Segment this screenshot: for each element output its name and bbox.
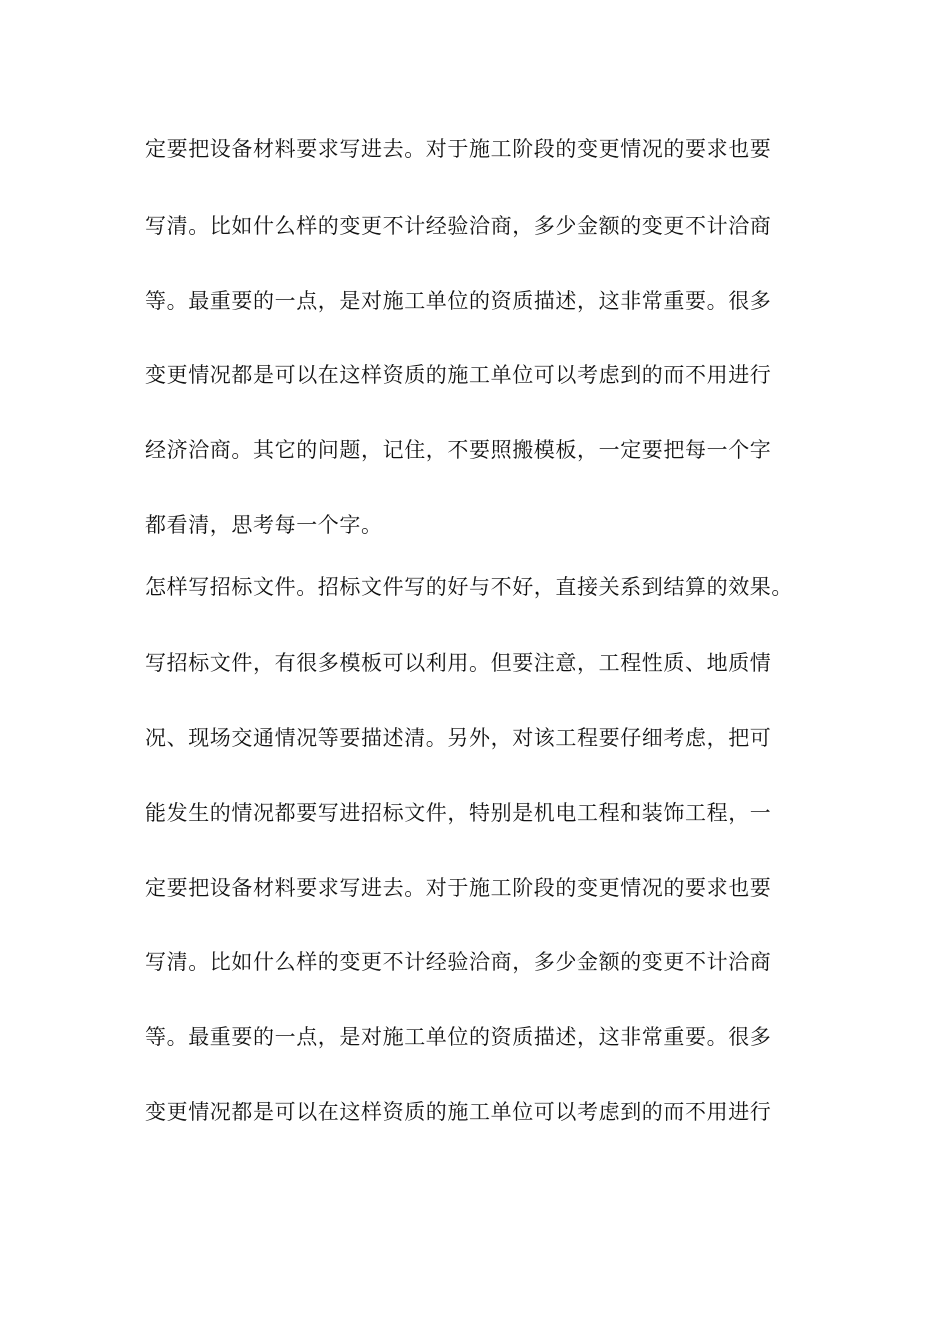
text-line: 都看清，思考每一个字。	[145, 513, 383, 537]
text-line: 况、现场交通情况等要描述清。另外，对该工程要仔细考虑，把可	[145, 726, 772, 750]
text-line: 定要把设备材料要求写进去。对于施工阶段的变更情况的要求也要	[145, 137, 772, 161]
text-line: 等。最重要的一点，是对施工单位的资质描述，这非常重要。很多	[145, 289, 772, 313]
text-line: 写清。比如什么样的变更不计经验洽商，多少金额的变更不计洽商	[145, 214, 772, 238]
text-line: 怎样写招标文件。招标文件写的好与不好，直接关系到结算的效果。	[145, 575, 793, 599]
text-line: 定要把设备材料要求写进去。对于施工阶段的变更情况的要求也要	[145, 876, 772, 900]
text-line: 写招标文件，有很多模板可以利用。但要注意，工程性质、地质情	[145, 651, 772, 675]
text-line: 等。最重要的一点，是对施工单位的资质描述，这非常重要。很多	[145, 1025, 772, 1049]
text-line: 写清。比如什么样的变更不计经验洽商，多少金额的变更不计洽商	[145, 950, 772, 974]
text-line: 变更情况都是可以在这样资质的施工单位可以考虑到的而不用进行	[145, 1100, 772, 1124]
text-line: 变更情况都是可以在这样资质的施工单位可以考虑到的而不用进行	[145, 363, 772, 387]
text-line: 经济洽商。其它的问题，记住，不要照搬模板，一定要把每一个字	[145, 438, 772, 462]
text-line: 能发生的情况都要写进招标文件，特别是机电工程和装饰工程，一	[145, 801, 772, 825]
